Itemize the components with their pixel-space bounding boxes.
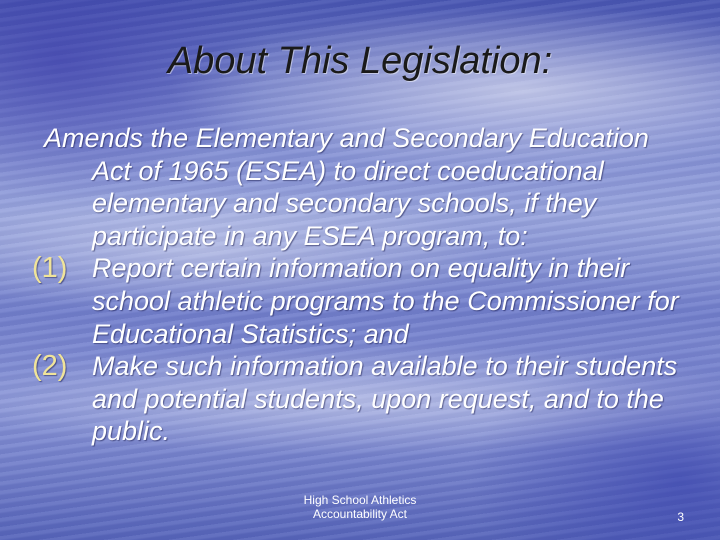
footer-line-1: High School Athletics	[303, 493, 417, 507]
item-text: Make such information available to their students and potential students, upon request, and to the public.	[92, 351, 678, 447]
page-number: 3	[677, 510, 684, 524]
item-text: Report certain information on equality in their school athletic programs to the Commissioner for Educational Statistics; and	[92, 253, 679, 349]
intro-paragraph: Amends the Elementary and Secondary Education Act of 1965 (ESEA) to direct coeducational elementary and secondary schools, if they participate in any ESEA program, to:	[44, 123, 649, 251]
slide-body	[32, 122, 694, 448]
item-number: (1)	[32, 252, 68, 285]
list-item	[32, 252, 694, 350]
slide-footer	[250, 493, 470, 521]
slide-title: About This Legislation:	[167, 40, 553, 82]
list-item	[32, 350, 694, 448]
footer-line-2: Accountability Act	[312, 507, 408, 521]
item-number: (2)	[32, 350, 68, 383]
